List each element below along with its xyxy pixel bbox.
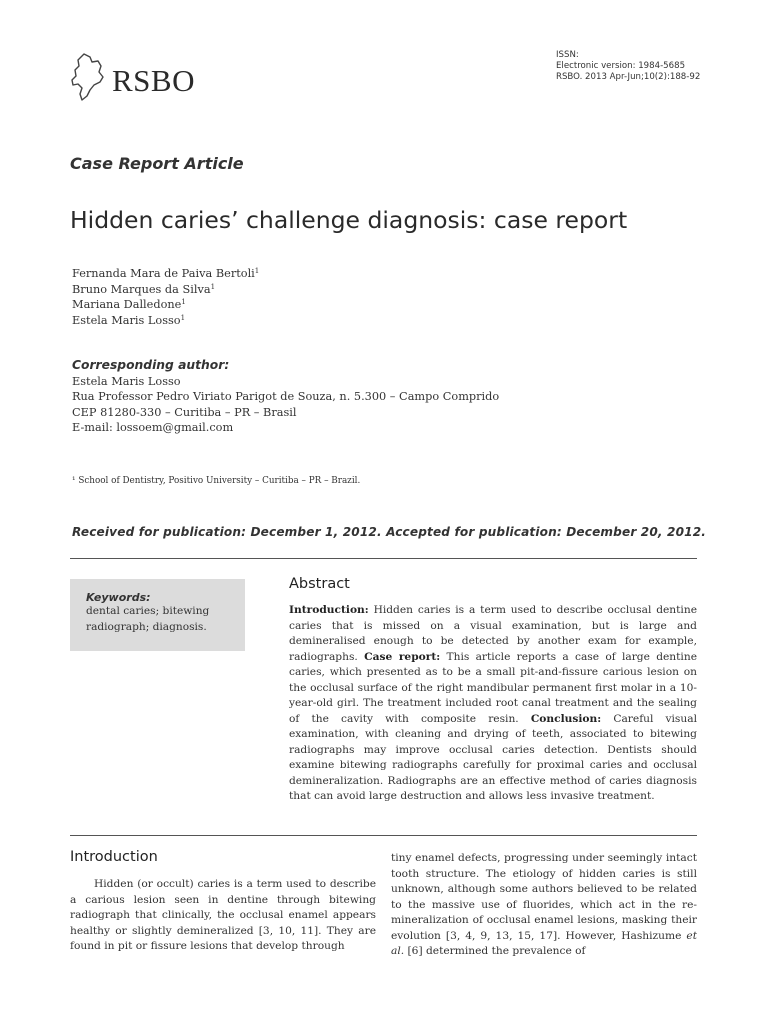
corresponding-author — [72, 358, 499, 436]
keywords-box — [70, 579, 245, 651]
publication-dates: Received for publication: December 1, 2012. Accepted for publication: December 20, 2012. — [72, 525, 707, 539]
issn-label: ISSN: — [556, 50, 579, 60]
abstract-label-case-report: Case report: — [364, 649, 441, 663]
paragraph: Hidden (or occult) caries is a term used to describe a carious lesion seen in dentine through bitewing radiograph that clinically, the occlusal enamel appears healthy or slightly demineralized [3, 10, 11]. They are found in pit or fissure lesions that develop through — [70, 877, 376, 952]
corresponding-city: CEP 81280-330 – Curitiba – PR – Brasil — [72, 405, 297, 419]
corresponding-address: Rua Professor Pedro Viriato Parigot de Souza, n. 5.300 – Campo Comprido — [72, 390, 500, 403]
abstract-body: Introduction: Hidden caries is a term used to describe occlusal dentine caries that is missed on a visual examination, but is large and demineralised enough to be detected by another exam for example, radiographs. Case report: This article reports a case of large dentine caries, which presented as to be a small pit-and-fissure carious lesion on the occlusal surface of the right mandibular permanent first molar in a 10-year-old girl. The treatment included root canal treatment and the sealing of the cavity with composite resin. Conclusion: Careful visual examination, with cleaning and drying of teeth, associated to bitewing radiographs may improve occlusal caries detection. Dentists should examine bitewing radiographs carefully for proximal caries and occlusal demineralization. Radiographs are an effective method of caries diagnosis that can avoid large destruction and allows less invasive treatment. — [289, 603, 697, 802]
divider — [70, 835, 697, 836]
affiliation: ¹ School of Dentistry, Positivo University – Curitiba – PR – Brazil. — [72, 476, 361, 486]
journal-logo — [70, 52, 220, 104]
introduction-column-right: tiny enamel defects, progressing under seemingly intact tooth structure. The etiology of hidden caries is still unknown, although some authors believed to be related to the massive use of fluorides, which act in the re-mineralization of occlusal enamel lesions, masking their evolution [3, 4, 9, 13, 15, 17]. However, Hashizume et al. [6] determined the prevalence of — [391, 851, 697, 957]
corresponding-heading: Corresponding author: — [72, 358, 230, 372]
electronic-version: Electronic version: 1984-5685 — [556, 61, 686, 71]
divider — [70, 558, 697, 559]
introduction-heading: Introduction — [70, 849, 158, 865]
author-list — [72, 266, 259, 328]
map-outline-icon — [70, 52, 106, 102]
article-title: Hidden caries’ challenge diagnosis: case report — [70, 206, 628, 234]
author: Bruno Marques da Silva$^1$ — [72, 282, 216, 296]
issn-block — [556, 50, 700, 83]
corresponding-email: E-mail: lossoem@gmail.com — [72, 421, 234, 434]
keywords-text: dental caries; bitewing radiograph; diagnosis. — [86, 605, 210, 633]
abstract-label-introduction: Introduction: — [289, 603, 369, 616]
logo-text: RSBO — [112, 63, 195, 98]
citation: RSBO. 2013 Apr-Jun;10(2):188-92 — [556, 72, 701, 82]
corresponding-name: Estela Maris Losso — [72, 374, 181, 388]
keywords-heading: Keywords: — [86, 591, 151, 604]
author: Fernanda Mara de Paiva Bertoli$^1$ — [72, 267, 260, 280]
introduction-column-left — [70, 876, 376, 954]
article-type: Case Report Article — [70, 154, 244, 173]
author: Estela Maris Losso$^1$ — [72, 313, 186, 327]
abstract-label-conclusion: Conclusion: — [530, 711, 602, 725]
author: Mariana Dalledone$^1$ — [72, 298, 186, 311]
abstract-heading: Abstract — [289, 576, 350, 592]
